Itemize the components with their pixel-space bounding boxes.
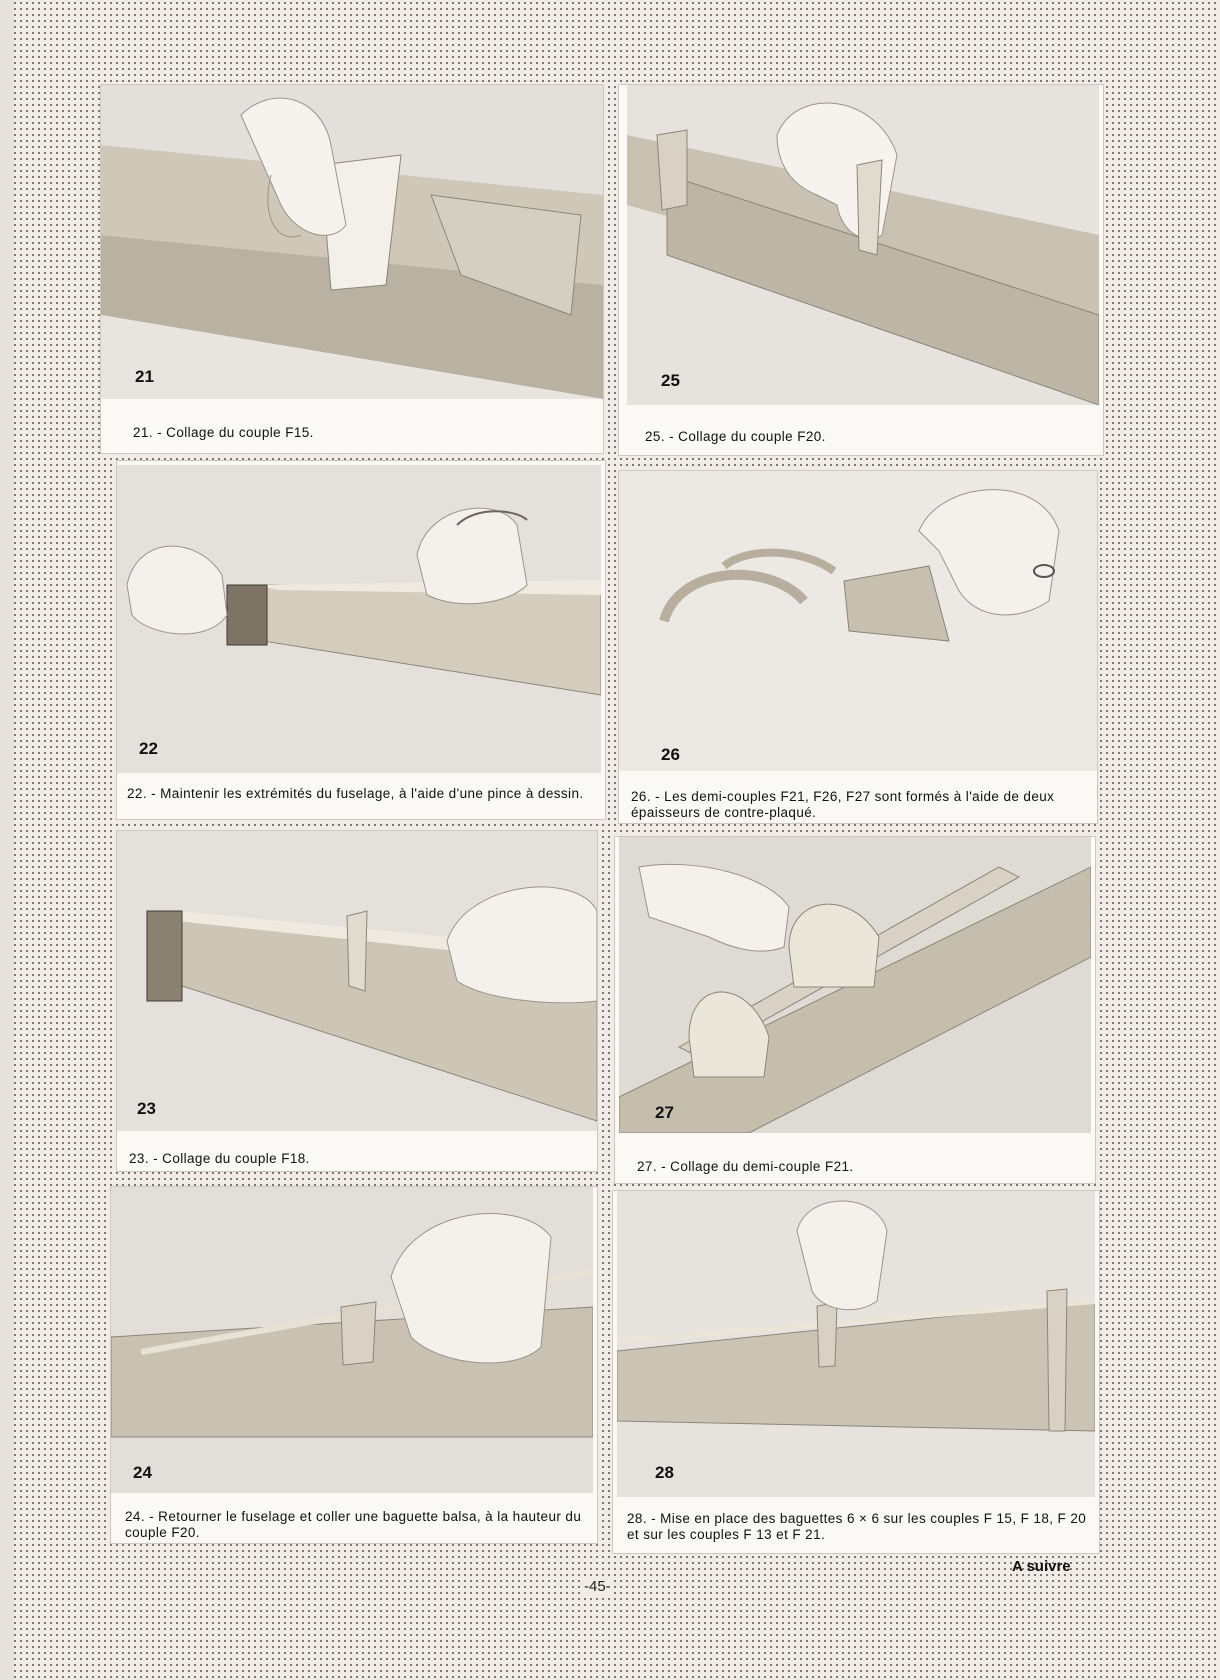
figure-25-caption: 25. - Collage du couple F20.: [645, 429, 826, 444]
figure-24-caption: 24. - Retourner le fuselage et coller une baguette balsa, à la hauteur du couple F20.: [125, 1509, 582, 1540]
figure-26-illustration: [619, 471, 1097, 771]
figure-25-illustration: [627, 85, 1099, 405]
figure-27: [614, 836, 1096, 1184]
figure-23-caption: 23. - Collage du couple F18.: [129, 1151, 310, 1166]
figure-22-photo: [117, 465, 601, 773]
figure-28-illustration: [617, 1191, 1095, 1497]
figure-23: [116, 830, 598, 1172]
figure-24: [110, 1186, 598, 1544]
figure-21-number: 21: [135, 367, 154, 386]
page-number: -45-: [584, 1578, 611, 1595]
figure-21: [100, 84, 604, 454]
figure-25: [618, 84, 1104, 456]
figure-24-number: 24: [133, 1463, 152, 1482]
figure-23-photo: [117, 831, 597, 1131]
figure-21-illustration: [101, 85, 603, 399]
figure-22-illustration: [117, 465, 601, 773]
figure-28-photo: [617, 1191, 1095, 1497]
figure-24-illustration: [111, 1187, 593, 1493]
figure-26-caption: 26. - Les demi-couples F21, F26, F27 sont formés à l'aide de deux épaisseurs de contre-plaqué.: [631, 789, 1055, 820]
figure-27-number: 27: [655, 1103, 674, 1122]
figure-27-caption: 27. - Collage du demi-couple F21.: [637, 1159, 854, 1174]
figure-22: [116, 460, 606, 820]
figure-26-photo: [619, 471, 1097, 771]
figure-21-caption: 21. - Collage du couple F15.: [133, 425, 314, 440]
figure-21-photo: [101, 85, 603, 399]
figure-28-number: 28: [655, 1463, 674, 1482]
figure-26-number: 26: [661, 745, 680, 764]
figure-23-illustration: [117, 831, 597, 1131]
figure-23-number: 23: [137, 1099, 156, 1118]
page-binding-edge: [0, 0, 14, 1680]
figure-27-illustration: [619, 837, 1091, 1133]
figure-28-caption: 28. - Mise en place des baguettes 6 × 6 sur les couples F 15, F 18, F 20 et sur les couples F 13 et F 21.: [627, 1511, 1087, 1542]
figure-22-number: 22: [139, 739, 158, 758]
figure-25-number: 25: [661, 371, 680, 390]
continued-label: A suivre: [1012, 1558, 1071, 1575]
figure-24-photo: [111, 1187, 593, 1493]
figure-25-photo: [627, 85, 1099, 405]
figure-28: [612, 1190, 1100, 1554]
figure-27-photo: [619, 837, 1091, 1133]
figure-26: [618, 470, 1098, 824]
figure-22-caption: 22. - Maintenir les extrémités du fuselage, à l'aide d'une pince à dessin.: [127, 786, 584, 801]
